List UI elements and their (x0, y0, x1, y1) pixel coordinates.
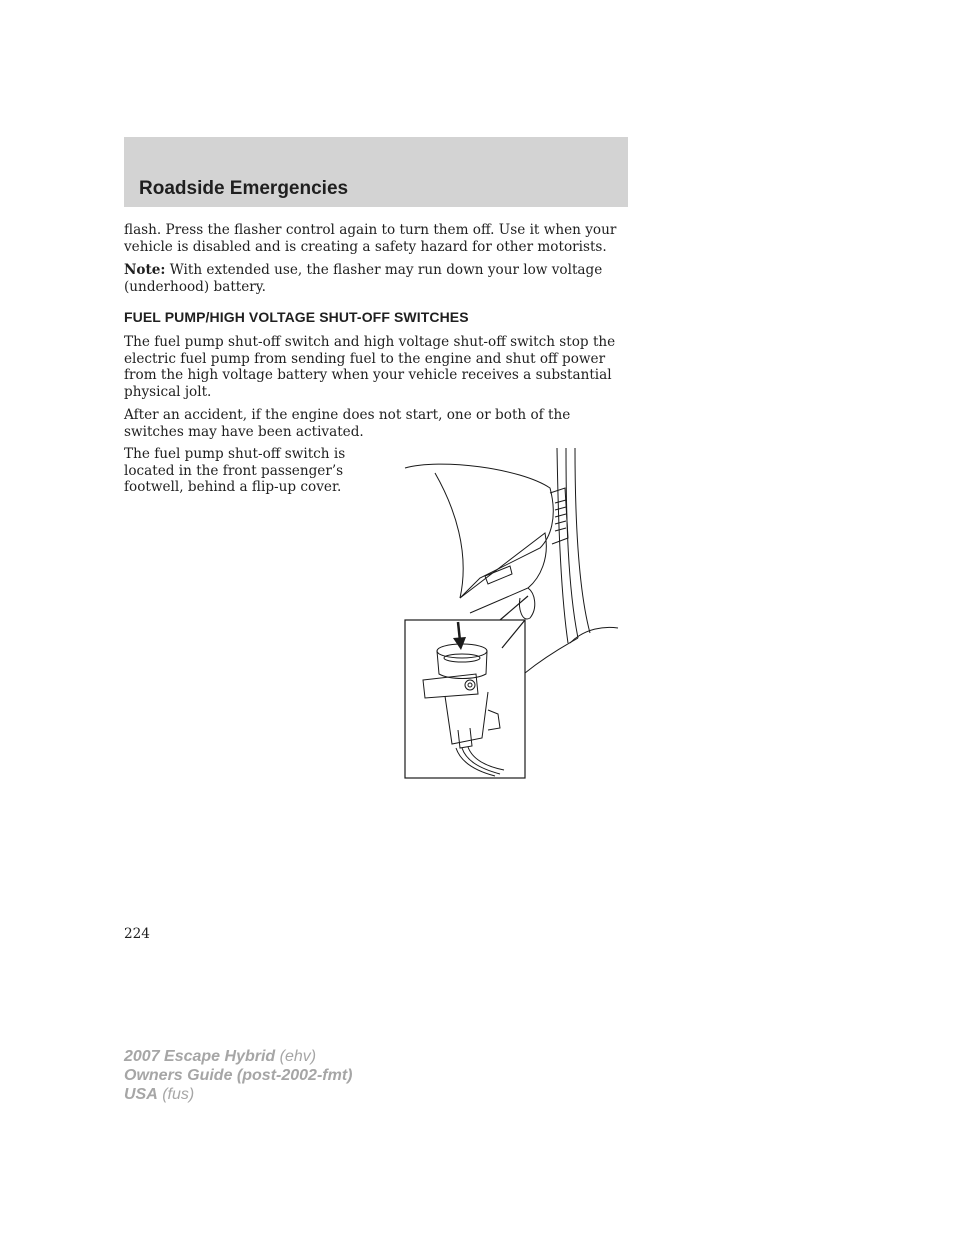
note-label: Note: (124, 262, 166, 278)
footer-guide: Owners Guide (post-2002-fmt) (124, 1067, 353, 1084)
arrow-icon (453, 622, 466, 650)
footwell-switch-illustration (400, 448, 620, 783)
paragraph-flasher: flash. Press the flasher control again to turn them off. Use it when your vehicle is disabled and is creating a safety hazard for other motorists. (124, 222, 617, 255)
footer-model-code: (ehv) (275, 1048, 317, 1065)
footer-line-3 (124, 1085, 352, 1104)
footer-market-code: (fus) (157, 1086, 195, 1103)
footer-line-2 (124, 1066, 352, 1085)
footer-line-1 (124, 1047, 352, 1066)
paragraph-note (124, 262, 624, 295)
paragraph-switch-function: The fuel pump shut-off switch and high voltage shut-off switch stop the electric fuel pump from sending fuel to the engine and shut off power from the high voltage battery when your vehicle receives a substantial physical jolt. (124, 334, 616, 400)
page-number: 224 (124, 926, 150, 942)
footer-market: USA (124, 1086, 158, 1103)
paragraph-after-accident: After an accident, if the engine does not start, one or both of the switches may have been activated. (124, 407, 571, 440)
paragraph-switch-location: The fuel pump shut-off switch is located in the front passenger’s footwell, behind a flip-up cover. (124, 446, 346, 495)
section-title: Roadside Emergencies (139, 178, 349, 199)
note-text: With extended use, the flasher may run down your low voltage (underhood) battery. (124, 262, 603, 295)
subheading-shutoff-switches: FUEL PUMP/HIGH VOLTAGE SHUT-OFF SWITCHES (124, 309, 469, 325)
footer-doc-info (124, 1047, 352, 1104)
footer-model: 2007 Escape Hybrid (124, 1048, 276, 1065)
